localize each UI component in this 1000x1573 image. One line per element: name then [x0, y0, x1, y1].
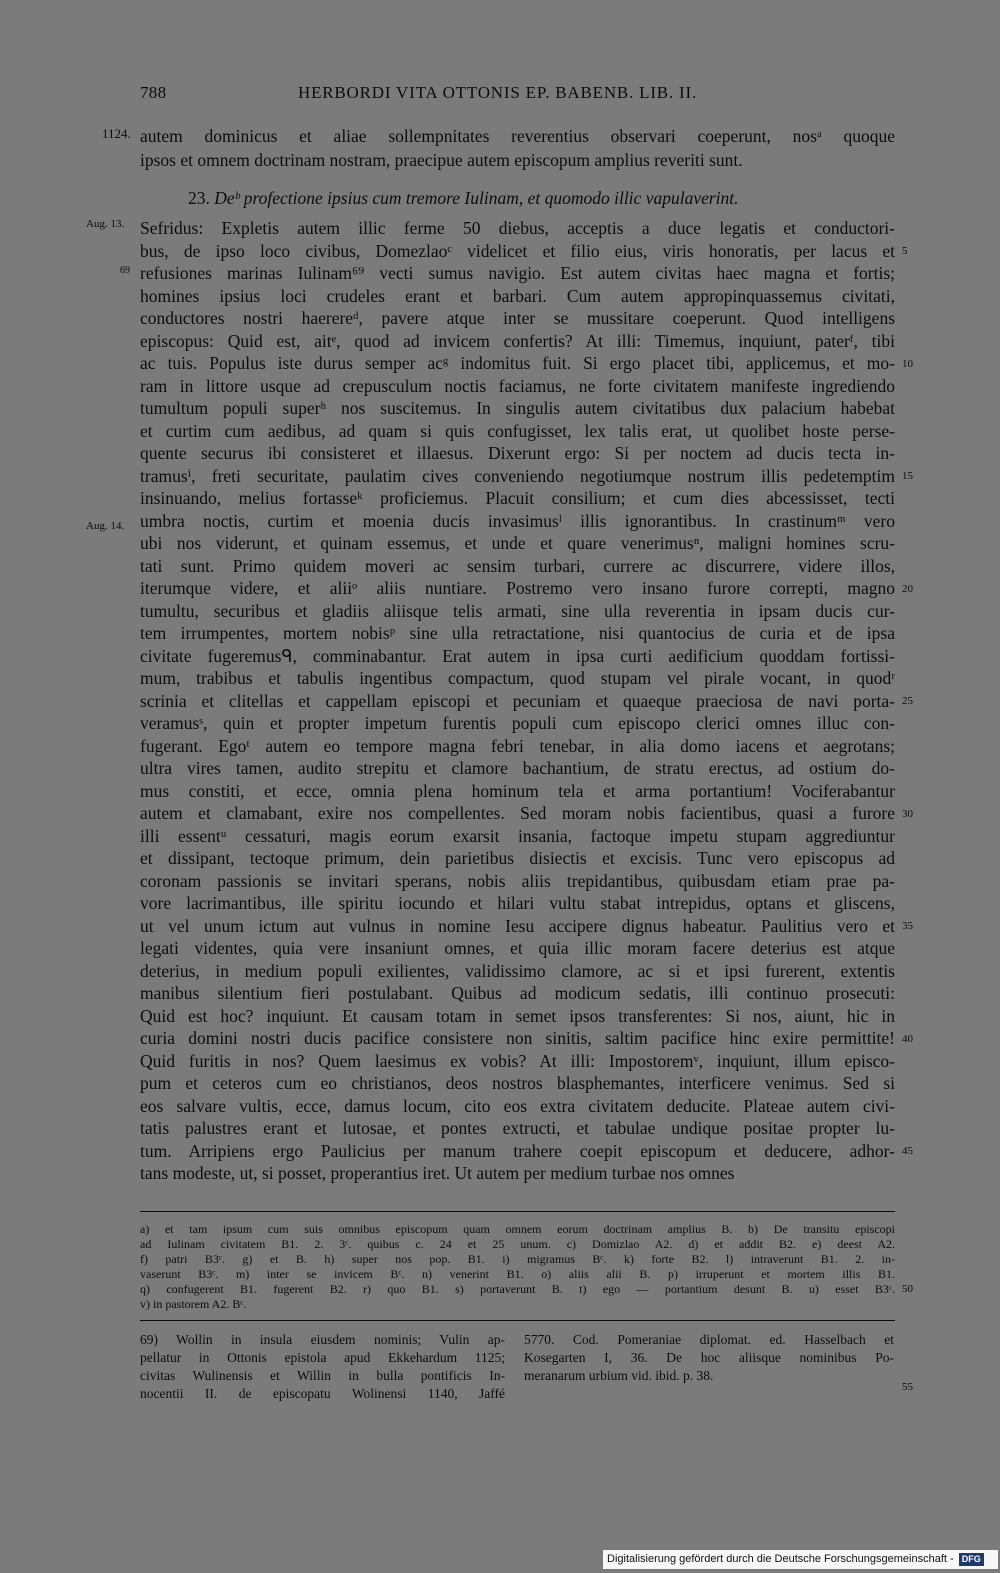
- note-left-line: nocentii II. de episcopatu Wolinensi 1140, Jaffé: [140, 1386, 505, 1401]
- margin-year: 1124.: [102, 126, 131, 141]
- page-number: 788: [140, 83, 167, 102]
- body-line: autem et clamabant, exire nos compellentes. Sed moram nobis facientibus, quasi a furore: [140, 803, 895, 823]
- notes-divider: [140, 1320, 895, 1321]
- margin-date-aug14: Aug. 14.: [86, 520, 125, 532]
- body-line: Sefridus: Expletis autem illic ferme 50 diebus, acceptis a duce legatis et conductori-: [140, 218, 895, 238]
- body-line: deterius, in medium populi exilientes, validissimo clamore, ac si et ipsi furerent, extentis: [140, 960, 895, 981]
- body-line: veramusˢ, quin et propter impetum furentis populi cum episcopo clerici omnes illuc con-: [140, 713, 895, 733]
- body-line: tumultum populi superʰ nos suscitemus. In singulis autem civitatibus dux palacium habebat: [140, 398, 895, 418]
- body-line: ultra vires tamen, audito strepitu et clamore bachantium, de stratu erectus, ad ostium do-: [140, 758, 895, 778]
- line-number: 40: [902, 1033, 913, 1045]
- body-line: mus constiti, et ecce, omnia plena hominum tela et arma portantium! Vociferabantur: [140, 780, 895, 801]
- body-line: mum, trabibus et tabulis ingentibus compactum, quod stupam vel pirale vocant, in quodʳ: [140, 668, 895, 688]
- body-line: insinuando, melius fortasseᵏ proficiemus. Placuit consilium; et cum dies abcessisset, tecti: [140, 488, 895, 508]
- margin-note-ref: 69: [120, 265, 130, 276]
- body-line: tatis palustres erant et lutosae, et pontes extructi, et tabulae undique positae propter lu-: [140, 1118, 895, 1138]
- body-line: ubi nos viderunt, et quinam essemus, et unde et quare venerimusⁿ, maligni homines scru-: [140, 533, 895, 553]
- body-line: bus, de ipso loco civibus, Domezlaoᶜ videlicet et filio eius, viris honoratis, per lacus et: [140, 240, 895, 261]
- body-line: ut vel unum ictum aut vulnus in nomine Iesu accipere dignus habeatur. Paulitius vero et: [140, 915, 895, 936]
- body-line: quente securus ibi consisteret et illaesus. Dixerunt ergo: Si per noctem ad ducis tecta in-: [140, 443, 895, 463]
- margin-date-aug13: Aug. 13.: [86, 218, 125, 230]
- footnote-line: f) patri B3ᶜ. g) et B. h) super nos pop. B1. i) migramus Bᶜ. k) forte B2. l) intraverunt B1. 2. in-: [140, 1252, 895, 1266]
- body-line: tans modeste, ut, si posset, properantius iret. Ut autem per medium turbae nos omnes: [140, 1163, 735, 1183]
- body-line: et curtim cum aedibus, ad quam si quis confugisset, lex talis erat, ut quolibet hoste perse-: [140, 420, 895, 441]
- footnote-line: q) confugerent B1. fugerent B2. r) quo B1. s) portaverunt B. t) ego — portantium desunt B. u) esset B3ᶜ.: [140, 1282, 895, 1296]
- body-line: fugerant. Egoᵗ autem eo tempore magna febri tenebar, in alia domo iacens et aegrotans;: [140, 735, 895, 756]
- line-number: 25: [902, 695, 913, 707]
- note-right-line: Kosegarten I, 36. De hoc aliisque nominibus Po-: [524, 1350, 894, 1365]
- body-line: umbra noctis, curtim et moenia ducis invasimusˡ illis ignorantibus. In crastinumᵐ vero: [140, 510, 895, 531]
- body-line: tum. Arripiens ergo Paulicius per manum trahere coepit episcopum et deducere, adhor-: [140, 1140, 895, 1161]
- body-line: iterumque videre, et aliiᵒ aliis nuntiare. Postremo vero insano furore correpti, magno: [140, 578, 895, 598]
- intro-line: ipsos et omnem doctrinam nostram, praecipue autem episcopum amplius reveriti sunt.: [140, 149, 743, 170]
- body-line: manibus silentium fieri postulabant. Quibus ad modicum sedatis, illi continuo prosecuti:: [140, 983, 895, 1003]
- footnote-line: a) et tam ipsum cum suis omnibus episcopum quam omnem eorum doctrinam amplius B. b) De transitu episcopi: [140, 1222, 895, 1236]
- digitization-footer: [603, 1550, 998, 1569]
- line-number: 50: [902, 1283, 913, 1295]
- body-line: eos salvare vultis, ecce, damus locum, cito eos extra civitatem deducite. Plateae autem civi-: [140, 1095, 895, 1116]
- body-line: Quid furitis in nos? Quem laesimus ex vobis? At illi: Impostoremᵛ, inquiunt, illum episco-: [140, 1050, 895, 1071]
- body-line: tumultu, securibus et gladiis aliisque telis armati, sine ulla reverentia in ipsam ducis cur-: [140, 600, 895, 621]
- line-number: 5: [902, 245, 908, 257]
- intro-line: autem dominicus et aliae sollempnitates reverentius observari coeperunt, nosᵃ quoque: [140, 126, 895, 146]
- body-line: tem irrumpentes, mortem nobisᵖ sine ulla retractatione, nisi quantocius de curia et de ipsa: [140, 623, 895, 643]
- note-left-line: pellatur in Ottonis epistola apud Ekkehardum 1125;: [140, 1350, 505, 1365]
- body-line: tati sunt. Primo quidem moveri ac sensim turbari, currere ac discurrere, videre illos,: [140, 555, 895, 576]
- line-number: 20: [902, 583, 913, 595]
- body-line: refusiones marinas Iulinam⁶⁹ vecti sumus navigio. Est autem civitas haec magna et fortis;: [140, 263, 895, 283]
- body-line: homines ipsius loci crudeles erant et barbari. Cum autem appropinquassemus civitati,: [140, 285, 895, 306]
- note-left-line: civitas Wulinensis et Willin in bulla pontificis In-: [140, 1368, 505, 1383]
- body-line: legati videntes, quia vere insaniunt omnes, et quia illic moram facere deterius est atque: [140, 938, 895, 958]
- line-number: 45: [902, 1145, 913, 1157]
- body-line: curia domini nostri ducis pacifice consistere non sinitis, saltim pacifice hinc exire permittite!: [140, 1028, 895, 1048]
- body-line: ac tuis. Populus iste durus semper acᵍ indomitus fuit. Si ergo placet tibi, applicemus, et mo-: [140, 353, 895, 373]
- footer-text: Digitalisierung gefördert durch die Deutsche Forschungsgemeinschaft -: [607, 1553, 954, 1565]
- chapter-number: 23.: [188, 188, 210, 208]
- chapter-heading: [188, 188, 848, 208]
- body-line: ram in littore usque ad crepusculum noctis faciamus, ne forte civitatem manifeste ingrediendo: [140, 375, 895, 396]
- footnote-line: vaserunt B3ᶜ. m) inter se invicem Bᶜ. n) venerint B1. o) aliis alii B. p) irruperunt et mortem illis B1.: [140, 1267, 895, 1281]
- note-right-line: meranarum urbium vid. ibid. p. 38.: [524, 1368, 714, 1383]
- body-line: episcopus: Quid est, aitᵉ, quod ad invicem confertis? At illi: Timemus, inquiunt, paterᶠ, tibi: [140, 330, 895, 351]
- body-line: conductores nostri haerereᵈ, pavere atque inter se mussitare coeperunt. Quod intelligens: [140, 308, 895, 328]
- body-line: pum et ceteros cum eo christianos, deos nostros blasphemantes, interficere venimus. Sed si: [140, 1073, 895, 1093]
- body-line: illi essentᵘ cessaturi, magis eorum exarsit insania, factoque impetu stupam aggrediuntur: [140, 825, 895, 846]
- dfg-logo: DFG: [959, 1553, 984, 1566]
- line-number: 55: [902, 1381, 913, 1393]
- body-line: et dissipant, tectoque primum, dein parietibus disiectis et excisis. Tunc vero episcopus ad: [140, 848, 895, 868]
- line-number: 30: [902, 808, 913, 820]
- body-line: vore lacrimantibus, ille spiritu iocundo et hilari vultu stabat intrepidus, optans et gliscens,: [140, 893, 895, 913]
- running-title: HERBORDI VITA OTTONIS EP. BABENB. LIB. II.: [298, 83, 698, 102]
- body-line: tramusⁱ, freti securitate, paulatim cives conveniendo negotiumque nostrum illis pedetemptim: [140, 465, 895, 486]
- line-number: 35: [902, 920, 913, 932]
- line-number: 15: [902, 470, 913, 482]
- footnote-line: ad Iulinam civitatem B1. 2. 3ᶜ. quibus c. 24 et 25 unum. c) Domizlao A2. d) et addit B2. e) deest A2.: [140, 1237, 895, 1251]
- chapter-title: Deᵇ profectione ipsius cum tremore Iulinam, et quomodo illic vapulaverint.: [214, 188, 739, 208]
- body-line: coronam passionis se invitari sperans, nobis aliis trepidantibus, quibusdam etiam prae pa-: [140, 870, 895, 891]
- body-line: civitate fugeremusᑫ, comminabantur. Erat autem in ipsa curti aedificium quoddam fortissi-: [140, 645, 895, 666]
- line-number: 10: [902, 358, 913, 370]
- note-left-line: 69) Wollin in insula eiusdem nominis; Vulin ap-: [140, 1332, 505, 1347]
- note-right-line: 5770. Cod. Pomeraniae diplomat. ed. Hasselbach et: [524, 1332, 894, 1347]
- body-line: Quid est hoc? inquiunt. Et causam totam in semet ipsos transferentes: Si nos, aiunt, hic in: [140, 1005, 895, 1026]
- footnote-divider: [140, 1211, 895, 1212]
- body-line: scrinia et clitellas et cappellam episcopi et pecuniam et quaeque praeciosa de navi porta-: [140, 690, 895, 711]
- footnote-line: v) in pastorem A2. Bᶜ.: [140, 1297, 247, 1311]
